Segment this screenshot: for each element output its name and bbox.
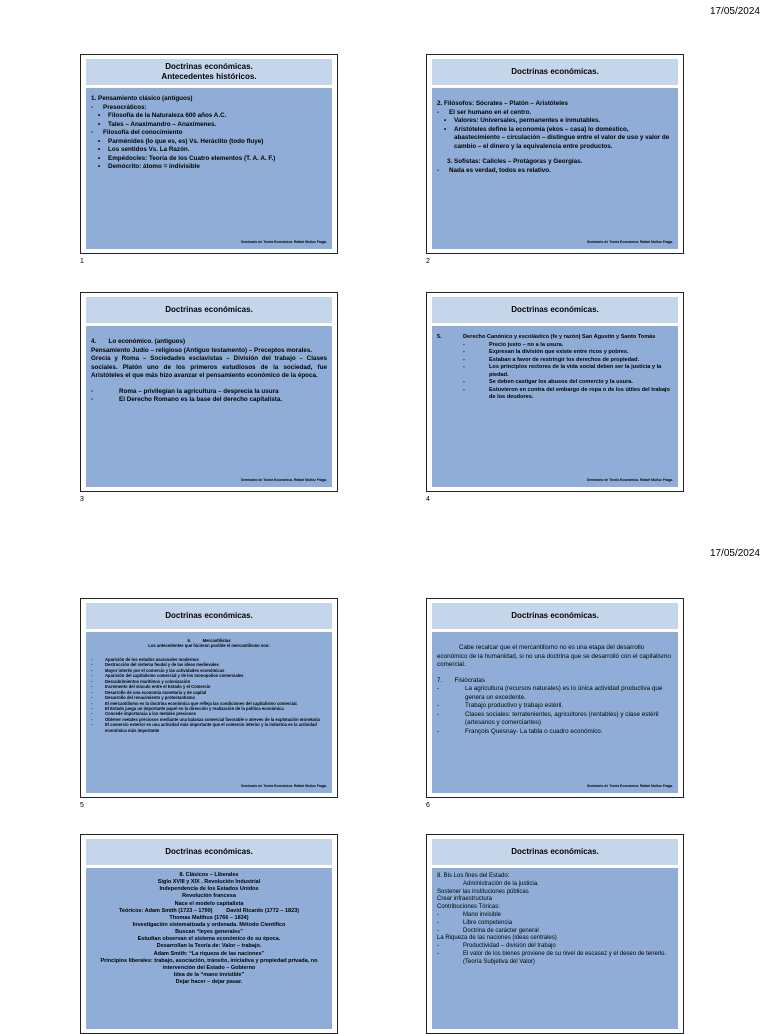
slide-line: Administración de la justicia. [463, 880, 539, 887]
slide-credit: Seminario de Teoría Económica. Rafael Muñoz Fraga. [586, 240, 673, 245]
list-item: - El mercantilismo es la doctrina económica que refleja las condiciones del capitalismo comercial. [91, 700, 298, 706]
list-item: - Desarrollo de una economía monetaria y de capital [91, 689, 207, 695]
slide-line: • Los sentidos Vs. La Razón. [98, 146, 190, 153]
page-date: 17/05/2024 [709, 548, 760, 559]
slide-7 [80, 834, 338, 1034]
slide-number: 4 [426, 496, 430, 503]
slide-line: - Doctrina de carácter general [437, 927, 539, 934]
slide-number: 2 [426, 258, 430, 265]
slide-line: 7. Fisiócratas [437, 676, 485, 684]
slide-line: - Filosofía del conocimiento [91, 129, 183, 136]
slide-line: • Valores: Universales, permanentes e inmutables. [444, 117, 601, 124]
slide-subheading: Los antecedentes que hicieron posible el mercantilismo son: [148, 643, 270, 649]
list-item: - El Estado juega un importante papel en la dirección y realización de la política económica [91, 705, 284, 711]
slide-line: Revolución francesa [182, 893, 236, 900]
slide-body [86, 868, 332, 1029]
slide-3 [80, 292, 338, 492]
slide-title [432, 59, 678, 85]
slide-credit: Seminario de Teoría Económica. Rafael Muñoz Fraga. [240, 784, 327, 789]
slide-line: Desarrollan la Teoría de: Valor – trabajo. [156, 943, 262, 950]
slide-line: Teóricos: Adam Smith (1723 – 1790) David Ricardo (1772 – 1823) [118, 907, 300, 914]
title-line: Doctrinas económicas. [511, 305, 599, 315]
list-item: - El comercio exterior es una actividad más importante que el comercio interior y la industria es la actividad económica más importante [91, 722, 317, 733]
slide-line: Idea de la “mano invisible” [173, 971, 245, 978]
slide-body [432, 632, 678, 793]
title-line: Doctrinas económicas. [165, 847, 253, 857]
slide-6 [426, 598, 684, 798]
slide-line: Dejar hacer – dejar pasar. [175, 979, 243, 986]
slide-body [432, 88, 678, 249]
title-line: Doctrinas económicas. [165, 305, 253, 315]
slide-title [86, 59, 332, 85]
list-item: - Concede importancia a los metales preciosos [91, 711, 196, 717]
slide-line: La Riqueza de las naciones (ideas centrales) [437, 935, 557, 942]
slide-line: Adam Smith: “La riqueza de las naciones” [153, 950, 265, 957]
slide-8 [426, 834, 684, 1034]
slide-title [432, 603, 678, 629]
slide-line: Sostener las instituciones públicas [437, 888, 529, 895]
slide-line: • Tales – Anaximandro – Anaxímenes. [98, 120, 217, 128]
slide-line: - Clases sociales: terratenientes, agricultores (rentables) y clase estéril (artesanos y comerciantes) [437, 710, 659, 726]
slide-line: Siglo XVIII y XIX . Revolución Industrial [157, 879, 261, 886]
slide-line: - El Derecho Romano es la base del derecho capitalista. [91, 396, 283, 403]
slide-line: Investigación sistematizada y ordenada. Método Científico [132, 921, 286, 928]
slide-line: - Nada es verdad, todos es relativo. [437, 166, 551, 174]
slide-body [432, 326, 678, 487]
slide-line: - Se deben castigar los abusos del comercio y la usura. [463, 379, 633, 386]
list-item: - Mayor interés por el comercio y las actividades económicas [91, 667, 225, 673]
slide-line: Thomas Malthus (1766 – 1834) [169, 914, 249, 921]
slide-line: - Expresan la división que existe entre ricos y pobres. [463, 349, 629, 356]
page-date: 17/05/2024 [709, 6, 760, 17]
slide-line: Contribuciones Tóricas: [437, 904, 500, 911]
slide-line: - Mano invisible [437, 911, 502, 918]
slide-title [86, 297, 332, 323]
slide-line: Crear infraestructura [437, 896, 493, 903]
list-item: - Incremento del vínculo entre el Estado y el Comercio [91, 684, 211, 690]
slide-5 [80, 598, 338, 798]
slide-body [432, 868, 678, 1029]
slide-credit: Seminario de Teoría Económica. Rafael Muñoz Fraga. [240, 478, 327, 483]
slide-list [91, 657, 327, 733]
slide-heading: 6. Mercantilistas [187, 638, 231, 643]
slide-line: - Presocráticos: [91, 103, 147, 111]
title-line: Doctrinas económicas. [511, 847, 599, 857]
title-line: Doctrinas económicas. [165, 62, 253, 72]
slide-number: 1 [80, 258, 84, 265]
slide-body [86, 632, 332, 793]
list-item: - Destrucción del sistema feudal y de las ideas medievales [91, 662, 219, 668]
list-item: - Obtener metales preciosos mediante una balanza comercial favorable o atreves de la explotación monetaria [91, 716, 320, 722]
slide-line: • Parménides (lo que es, es) Vs. Heráclito (todo fluye) [98, 137, 264, 145]
slide-line: Grecia y Roma – Sociedades esclavistas – División del trabajo – Clases sociales. Platón uno de los primeros estudiosos de la sociedad, fue Aristóteles el que más hizo avanzar el pensamiento económico de la época. [91, 355, 327, 379]
slide-line: - Los principios rectores de la vida social deben ser la justicia y la piedad. [463, 364, 662, 378]
slide-line: • Empédocles: Teoría de los Cuatro elementos (T. A. A. F.) [98, 154, 276, 162]
slide-credit: Seminario de Teoría Económica. Rafael Muñoz Fraga. [586, 784, 673, 789]
slide-line: - El valor de los bienes proviene de su nivel de escasez y el deseo de tenerlo. (Teoría Subjetiva del Valor) [437, 950, 667, 965]
slide-line: - Estaban a favor de restringir los derechos de propiedad. [463, 356, 640, 363]
slide-line: Estudian observan el sistema económico de su época. [137, 936, 281, 943]
slide-line: 4. Lo económico. (antiguos) [91, 338, 186, 345]
slide-line: Independencia de los Estados Unidos [159, 886, 259, 893]
slide-line: • Filosofía de la Naturaleza 600 años A.C. [98, 112, 227, 119]
list-item: - Descubrimientos marítimos y colonización [91, 678, 191, 684]
slide-line: - Estuvieron en contra del embargo de ropa o de los útiles del trabajo de los deudores. [463, 386, 670, 401]
slide-line: - Precio justo – no a la usura. [463, 341, 564, 348]
slide-line: - François Quesnay- La tabla o cuadro económico. [437, 727, 603, 735]
slide-title [86, 839, 332, 865]
title-line: Doctrinas económicas. [511, 611, 599, 621]
slide-line: Pensamiento Judío – religioso (Antiguo testamento) – Preceptos morales. [91, 346, 313, 354]
slide-line: 3. Sofistas: Calicles – Protágoras y Georgias. [447, 158, 583, 165]
slide-line: - Libre competencia [437, 919, 513, 926]
slide-number: 5 [80, 802, 84, 809]
slide-title [432, 839, 678, 865]
slide-title [432, 297, 678, 323]
slide-line: Cabe recalcar que el mercantilismo no es una etapa del desarrollo económico de la humanidad, si no una doctrina que se desarrolló con el capitalismo comercial. [437, 644, 671, 668]
title-line: Antecedentes históricos. [161, 72, 257, 81]
slide-line: 8. Bis Los fines del Estado: [437, 873, 510, 879]
slide-2 [426, 54, 684, 254]
slide-line: 2. Filósofos: Sócrates – Platón – Aristóteles [437, 100, 568, 107]
slide-line: - Roma – privilegian la agricultura – desprecia la usura [91, 387, 279, 395]
slide-line: 5. Derecho Canónico y escolástico (fe y razón) San Agustín y Santo Tomás [437, 334, 656, 340]
slide-number: 3 [80, 496, 84, 503]
slide-credit: Seminario de Teoría Económica. Rafael Muñoz Fraga. [240, 240, 327, 245]
slide-line: • Aristóteles define la economía (ekos – casa) lo doméstico, abastecimiento – circulación – distingue entre el valor de uso y valor de cambio – el dinero y la equivalencia entre productos. [444, 125, 670, 150]
slide-1 [80, 54, 338, 254]
slide-number: 6 [426, 802, 430, 809]
list-item: - Aparición del capitalismo comercial y de los monopolios comerciales [91, 673, 244, 679]
slide-line: - La agricultura (recursos naturales) es lo única actividad productiva que genera un excedente. [437, 685, 663, 701]
slide-line: 1. Pensamiento clásico (antiguos) [91, 95, 193, 102]
slide-credit: Seminario de Teoría Económica. Rafael Muñoz Fraga. [586, 478, 673, 483]
slide-body [86, 326, 332, 487]
slide-line: - Productividad – división del trabajo [437, 943, 556, 950]
list-item: - Aparición de los estados nacionales modernos [91, 656, 199, 662]
title-line: Doctrinas económicas. [165, 611, 253, 621]
slide-line: • Demócrito: átomo = indivisible [98, 163, 200, 170]
slide-title [86, 603, 332, 629]
slide-body [86, 88, 332, 249]
slide-line: Buscan “leyes generales” [175, 929, 243, 936]
slide-line: - El ser humano en el centro. [437, 108, 532, 116]
slide-line: Nace el modelo capitalista [174, 900, 244, 907]
slide-4 [426, 292, 684, 492]
slide-line: 8. Clásicos – Liberales [179, 872, 239, 878]
title-line: Doctrinas económicas. [511, 67, 599, 77]
slide-line: - Trabajo productivo y trabajo estéril. [437, 702, 564, 709]
slide-line: Principios liberales: trabajo, asociación, tránsito, iniciativa y propiedad privada, no intervención del Estado – Gobierno [100, 957, 318, 971]
list-item: - Desarrollo del renacimiento y protestantismo [91, 695, 196, 701]
